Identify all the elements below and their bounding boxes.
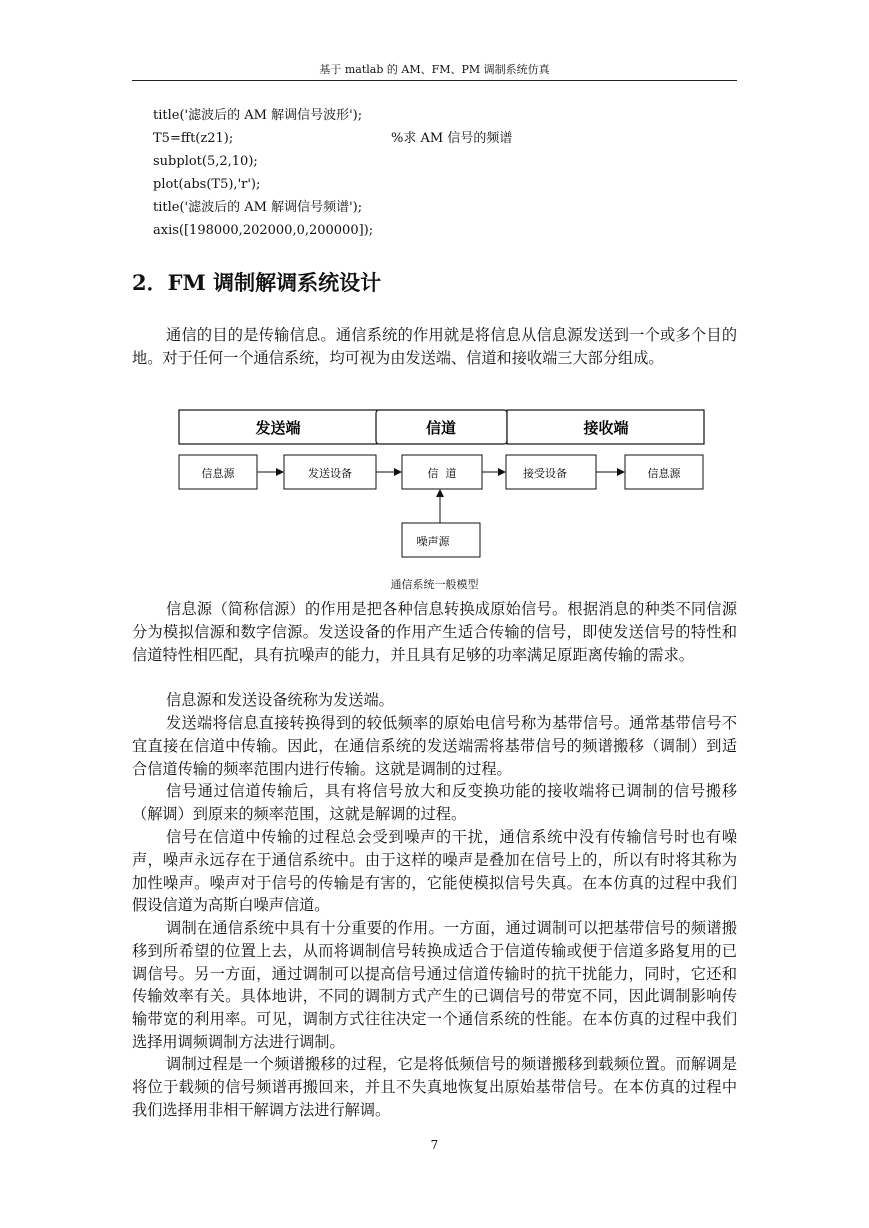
code-line: axis([198000,202000,0,200000]); [153,223,374,238]
code-line: subplot(5,2,10); [153,154,258,169]
communication-system-diagram [176,405,708,565]
code-line: plot(abs(T5),'r'); [153,177,261,192]
box-noise: 噪声源 [416,535,450,548]
paragraph-transmitter-end: 信息源和发送设备统称为发送端。 [166,691,394,709]
page-header: 基于 matlab 的 AM、FM、PM 调制系统仿真 [132,60,737,81]
paragraph-intro: 通信的目的是传输信息。通信系统的作用就是将信息从信息源发送到一个或多个目的地。对于任何一个通信系统，均可视为由发送端、信道和接收端三大部分组成。 [132,326,737,367]
section-heading: 2．FM 调制解调系统设计 [132,270,382,295]
box-sink: 信息源 [647,467,681,480]
code-line: title('滤波后的 AM 解调信号波形'); [153,108,363,123]
code-comment: %求 AM 信号的频谱 [391,131,513,146]
paragraph-modulation-process: 调制过程是一个频谱搬移的过程，它是将低频信号的频谱搬移到载频位置。而解调是将位于载频的信号频谱再搬回来，并且不失真地恢复出原始基带信号。在本仿真的过程中我们选择用非相干解调方法进行解调。 [132,1055,737,1119]
header-channel-label: 信道 [425,419,457,437]
box-transmitter: 发送设备 [308,467,352,480]
diagram-blocks [179,455,703,557]
code-statement: T5=fft(z21); [153,131,234,146]
box-channel: 信 道 [427,467,457,480]
diagram-header-row [179,410,704,444]
code-line: title('滤波后的 AM 解调信号频谱'); [153,200,363,215]
paragraph-source: 信息源（简称信源）的作用是把各种信息转换成原始信号。根据消息的种类不同信源分为模拟信源和数字信源。发送设备的作用产生适合传输的信号，即使发送信号的特性和信道特性相匹配，具有抗噪声的能力，并且具有足够的功率满足原距离传输的需求。 [132,600,737,664]
header-receive-label: 接收端 [583,419,629,437]
code-line [153,127,753,150]
paragraph-baseband: 发送端将信息直接转换得到的较低频率的原始电信号称为基带信号。通常基带信号不宜直接在信道中传输。因此，在通信系统的发送端需将基带信号的频谱搬移（调制）到适合信道传输的频率范围内进行传输。这就是调制的过程。 [132,714,737,778]
diagram-caption: 通信系统一般模型 [390,578,479,591]
page-number: 7 [430,1138,439,1152]
header-send-label: 发送端 [255,419,301,437]
code-block [153,104,753,242]
paragraph-modulation-role: 调制在通信系统中具有十分重要的作用。一方面，通过调制可以把基带信号的频谱搬移到所希望的位置上去，从而将调制信号转换成适合于信道传输或便于信道多路复用的已调信号。另一方面，通过调制可以提高信号通过信道传输时的抗干扰能力，同时，它还和传输效率有关。具体地讲，不同的调制方式产生的已调信号的带宽不同，因此调制影响传输带宽的利用率。可见，调制方式往往决定一个通信系统的性能。在本仿真的过程中我们选择用调频调制方法进行调制。 [132,919,737,1051]
paragraph-demodulation: 信号通过信道传输后，具有将信号放大和反变换功能的接收端将已调制的信号搬移（解调）到原来的频率范围，这就是解调的过程。 [132,782,737,823]
box-receiver: 接受设备 [523,467,567,480]
box-source: 信息源 [201,467,235,480]
paragraph-noise: 信号在信道中传输的过程总会受到噪声的干扰，通信系统中没有传输信号时也有噪声，噪声永远存在于通信系统中。由于这样的噪声是叠加在信号上的，所以有时将其称为加性噪声。噪声对于信号的传输是有害的，它能使模拟信号失真。在本仿真的过程中我们假设信道为高斯白噪声信道。 [132,828,737,915]
